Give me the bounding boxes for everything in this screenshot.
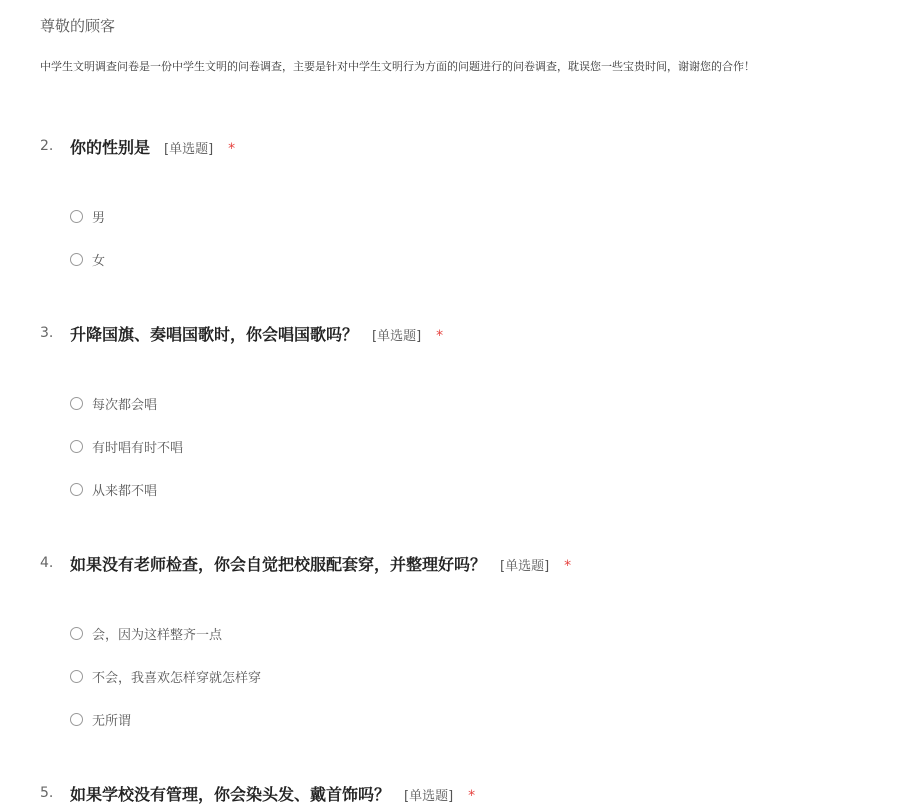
option-label: 无所谓 xyxy=(92,714,132,729)
question-title-row xyxy=(70,552,571,575)
option-male[interactable] xyxy=(70,195,105,238)
question-type: [单选题] xyxy=(404,789,454,804)
option-female[interactable] xyxy=(70,238,105,281)
question-3 xyxy=(40,322,880,499)
question-header xyxy=(40,552,880,576)
option-list xyxy=(70,195,105,281)
radio-button[interactable] xyxy=(70,627,83,640)
question-title-row xyxy=(70,782,475,805)
radio-button[interactable] xyxy=(70,440,83,453)
question-type: [单选题] xyxy=(164,142,214,157)
question-number: 3. xyxy=(40,325,54,341)
question-title: 如果没有老师检查，你会自觉把校服配套穿，并整理好吗？ xyxy=(70,555,487,574)
option-sometimes-sing[interactable] xyxy=(70,425,183,468)
required-marker: * xyxy=(228,141,236,157)
option-list xyxy=(70,612,261,741)
option-label: 每次都会唱 xyxy=(92,398,158,413)
option-label: 女 xyxy=(92,254,106,269)
survey-greeting: 尊敬的顾客 xyxy=(40,17,116,35)
question-5 xyxy=(40,782,880,806)
question-type: [单选题] xyxy=(372,329,422,344)
radio-button[interactable] xyxy=(70,397,83,410)
question-type: [单选题] xyxy=(500,559,550,574)
question-title: 如果学校没有管理，你会染头发、戴首饰吗？ xyxy=(70,785,391,804)
option-dont-care[interactable] xyxy=(70,698,261,741)
option-always-sing[interactable] xyxy=(70,382,183,425)
option-list xyxy=(70,382,183,511)
question-number: 5. xyxy=(40,785,54,801)
option-label: 会，因为这样整齐一点 xyxy=(92,628,223,643)
radio-button[interactable] xyxy=(70,483,83,496)
radio-button[interactable] xyxy=(70,713,83,726)
radio-button[interactable] xyxy=(70,670,83,683)
radio-button[interactable] xyxy=(70,210,83,223)
option-label: 从来都不唱 xyxy=(92,484,158,499)
option-never-sing[interactable] xyxy=(70,468,183,511)
question-4 xyxy=(40,552,880,729)
question-title: 你的性别是 xyxy=(70,138,151,157)
question-header xyxy=(40,135,880,159)
question-title-row xyxy=(70,135,235,158)
question-title: 升降国旗、奏唱国歌时，你会唱国歌吗？ xyxy=(70,325,359,344)
required-marker: * xyxy=(436,328,444,344)
question-number: 2. xyxy=(40,138,54,154)
question-number: 4. xyxy=(40,555,54,571)
option-label: 男 xyxy=(92,211,106,226)
question-header xyxy=(40,782,880,806)
required-marker: * xyxy=(468,788,476,804)
option-label: 有时唱有时不唱 xyxy=(92,441,184,456)
option-yes-neat[interactable] xyxy=(70,612,261,655)
question-2 xyxy=(40,135,880,269)
required-marker: * xyxy=(564,558,572,574)
radio-button[interactable] xyxy=(70,253,83,266)
option-label: 不会，我喜欢怎样穿就怎样穿 xyxy=(92,671,262,686)
question-title-row xyxy=(70,322,443,345)
question-header xyxy=(40,322,880,346)
option-no-wear-as-i-like[interactable] xyxy=(70,655,261,698)
survey-intro: 中学生文明调查问卷是一份中学生文明的问卷调查，主要是针对中学生文明行为方面的问题进行的问卷调查，耽误您一些宝贵时间，谢谢您的合作！ xyxy=(40,60,755,73)
